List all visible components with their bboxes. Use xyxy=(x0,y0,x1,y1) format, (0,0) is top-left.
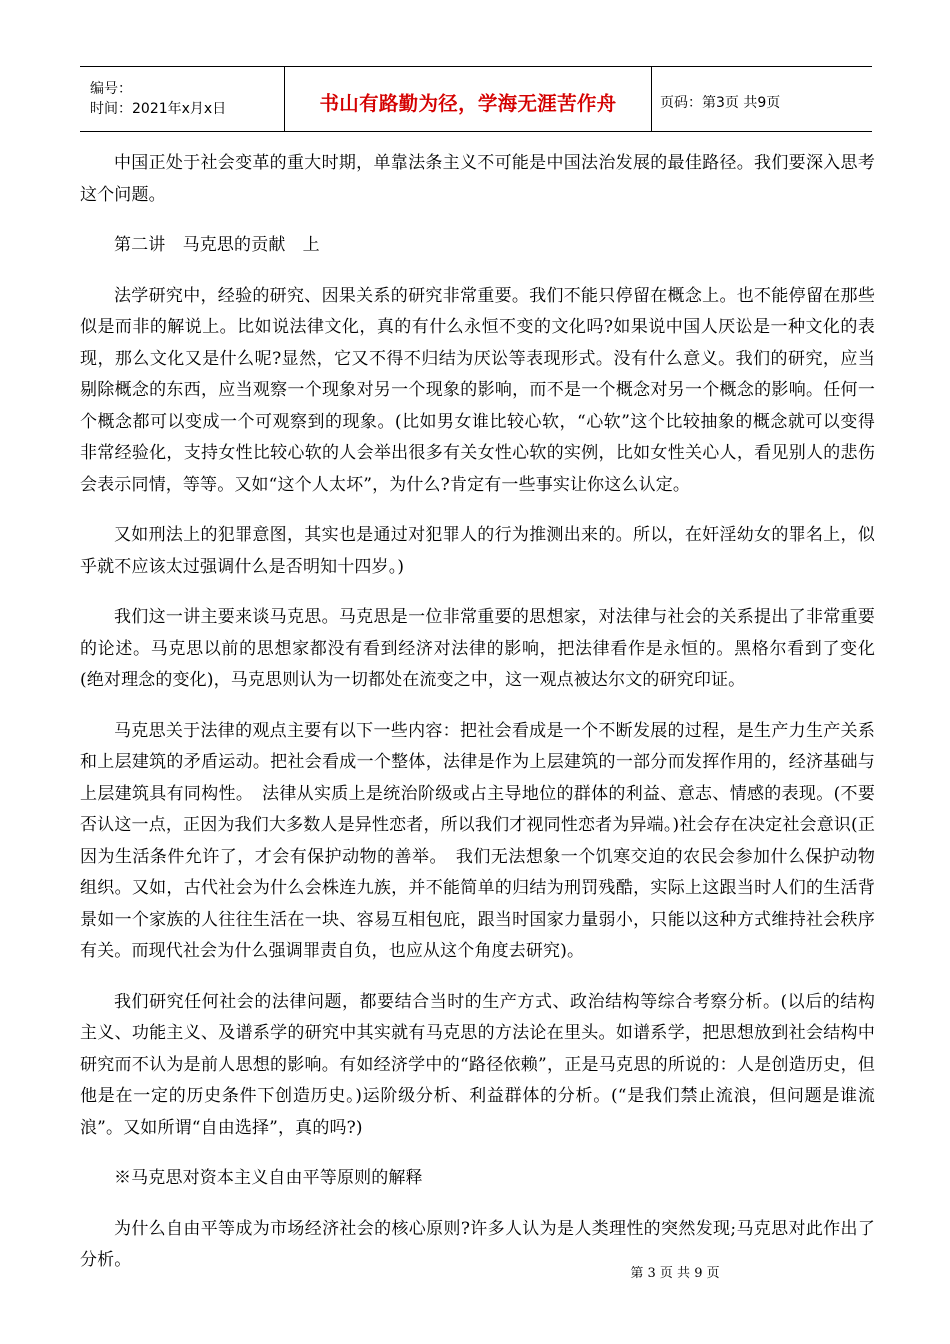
header-page-cell xyxy=(652,67,780,131)
header-page-number: 页码：第3页 共9页 xyxy=(660,95,781,111)
page-header xyxy=(80,66,872,132)
paragraph: 我们研究任何社会的法律问题，都要结合当时的生产方式、政治结构等综合考察分析。(以后的结构主义、功能主义、及谱系学的研究中其实就有马克思的方法论在里头。如谱系学，把思想放到社会结构中研究而不认为是前人思想的影响。有如经济学中的“路径依赖”，正是马克思的所说的：人是创造历史，但他是在一定的历史条件下创造历史。)运阶级分析、利益群体的分析。(“是我们禁止流浪，但问题是谁流浪”。又如所谓“自由选择”，真的吗?) xyxy=(80,991,875,1138)
page-footer xyxy=(600,1262,750,1281)
doc-date-label: 时间：2021年x月x日 xyxy=(90,101,227,117)
section-heading: 第二讲 马克思的贡献 上 xyxy=(114,235,320,255)
subsection-heading: ※马克思对资本主义自由平等原则的解释 xyxy=(114,1168,423,1188)
footer-page-number: 第 3 页 共 9 页 xyxy=(630,1266,720,1281)
paragraph: 法学研究中，经验的研究、因果关系的研究非常重要。我们不能只停留在概念上。也不能停留在那些似是而非的解说上。比如说法律文化，真的有什么永恒不变的文化吗?如果说中国人厌讼是一种文化的表现，那么文化又是什么呢?显然，它又不得不归结为厌讼等表现形式。没有什么意义。我们的研究，应当剔除概念的东西，应当观察一个现象对另一个现象的影响，而不是一个概念对另一个概念的影响。任何一个概念都可以变成一个可观察到的现象。(比如男女谁比较心软，“心软”这个比较抽象的概念就可以变得非常经验化，支持女性比较心软的人会举出很多有关女性心软的实例，比如女性关心人，看见别人的悲伤会表示同情，等等。又如“这个人太坏”，为什么?肯定有一些事实让你这么认定。 xyxy=(80,285,875,495)
header-motto: 书山有路勤为径，学海无涯苦作舟 xyxy=(319,92,617,115)
document-body xyxy=(80,148,875,1296)
header-meta xyxy=(80,67,284,131)
doc-number-label: 编号： xyxy=(90,81,132,97)
paragraph: 我们这一讲主要来谈马克思。马克思是一位非常重要的思想家，对法律与社会的关系提出了非常重要的论述。马克思以前的思想家都没有看到经济对法律的影响，把法律看作是永恒的。黑格尔看到了变化(绝对理念的变化)，马克思则认为一切都处在流变之中，这一观点被达尔文的研究印证。 xyxy=(80,607,875,690)
paragraph: 中国正处于社会变革的重大时期，单靠法条主义不可能是中国法治发展的最佳路径。我们要深入思考这个问题。 xyxy=(80,153,875,205)
paragraph: 为什么自由平等成为市场经济社会的核心原则?许多人认为是人类理性的突然发现;马克思对此作出了分析。 xyxy=(80,1218,875,1270)
paragraph: 马克思关于法律的观点主要有以下一些内容：把社会看成是一个不断发展的过程，是生产力生产关系和上层建筑的矛盾运动。把社会看成一个整体，法律是作为上层建筑的一部分而发挥作用的，经济基础与上层建筑具有同构性。 法律从实质上是统治阶级或占主导地位的群体的利益、意志、情感的表现。(不要否认这一点，正因为我们大多数人是异性恋者，所以我们才视同性恋者为异端。)社会存在决定社会意识(正因为生活条件允许了，才会有保护动物的善举。 我们无法想象一个饥寒交迫的农民会参加什么保护动物组织。又如，古代社会为什么会株连九族，并不能简单的归结为刑罚残酷，实际上这跟当时人们的生活背景如一个家族的人往往生活在一块、容易互相包庇，跟当时国家力量弱小，只能以这种方式维持社会秩序有关。而现代社会为什么强调罪责自负，也应从这个角度去研究)。 xyxy=(80,720,875,961)
paragraph: 又如刑法上的犯罪意图，其实也是通过对犯罪人的行为推测出来的。所以，在奸淫幼女的罪名上，似乎就不应该太过强调什么是否明知十四岁。) xyxy=(80,525,875,577)
header-motto-cell xyxy=(284,67,652,131)
